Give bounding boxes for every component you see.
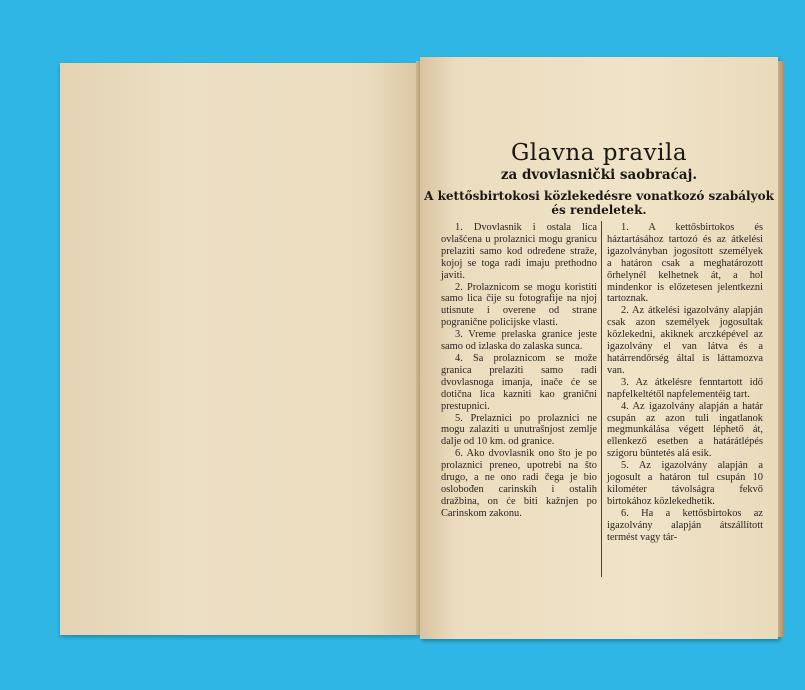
left-page — [60, 63, 420, 635]
open-booklet — [60, 57, 786, 643]
page-title: Glavna pravila — [510, 140, 688, 166]
hungarian-rules-column — [607, 222, 763, 543]
column-divider — [601, 221, 602, 577]
rule-paragraph: 1. Dvovlasnik i ostala lica ovlašćena u prolaznici mogu granicu prelaziti samo kod određene straže, kojoj se toga radi imaju prethodno javiti. — [441, 222, 597, 281]
rule-paragraph: 5. Prelaznici po prolaznici ne mogu zalaziti u unutrašnjost zemlje dalje od 10 km. od granice. — [441, 412, 597, 448]
page-edge — [778, 61, 784, 637]
rule-paragraph: 4. Sa prolaznicom se može granica prelaziti samo radi dvovlasnoga imanja, inače će se dotična lica kazniti kao granični prestupnici. — [441, 352, 597, 412]
rule-paragraph: 2. Az átkelési igazolvány alapján csak azon személyek jogosultak közlekedni, akiknek arczképével az igazolvány el van látva és a határrendőrség által is láttamozva van. — [607, 305, 763, 376]
rule-paragraph: 2. Prolaznicom se mogu koristiti samo lica čije su fotografije na njoj utisnute i overene od strane pograničnе policijske vlasti. — [441, 281, 597, 329]
page-subtitle: za dvovlasnički saobraćaj. — [500, 167, 698, 183]
hungarian-title: A kettősbirtokosi közlekedésre vonatkozó szabályok és rendeletek. — [424, 189, 774, 217]
rule-paragraph: 3. Az átkelésre fenntartott idő napfelkeltétől napfelementéig tart. — [607, 376, 763, 400]
right-page — [420, 57, 778, 639]
rule-paragraph: 5. Az igazolvány alapján a jogosult a határon tul csupán 10 kilométer távolságra fekvő birtokához közlekedhetik. — [607, 460, 763, 507]
rule-paragraph: 1. A kettősbirtokos és háztartásához tartozó és az átkelési igazolványban jogosított személyek a határon csak a meghatározott őrhelynél kelhetnek át, a hol mindenkor is előzetesen jelentkezni tartoznak. — [607, 222, 763, 305]
rule-paragraph: 4. Az igazolvány alapján a határ csupán az azon tuli ingatlanok megmunkálása végett léphető át, ellenkező esetben a határátlépés szigoru büntetés alá esik. — [607, 400, 763, 460]
rule-paragraph: 6. Ako dvovlasnik ono što je po prolaznici preneo, upotrebi na što drugo, a ne ono radi čega je bio oslobođen carinskih i ostalih dražbina, on će biti kažnjen po Carinskom zakonu. — [441, 448, 597, 519]
rule-paragraph: 6. Ha a kettősbirtokos az igazolvány alapján átszállított termést vagy tár- — [607, 507, 763, 543]
rule-paragraph: 3. Vreme prelaska granice jeste samo od izlaska do zalaska sunca. — [441, 329, 597, 353]
serbian-rules-column — [441, 222, 597, 520]
